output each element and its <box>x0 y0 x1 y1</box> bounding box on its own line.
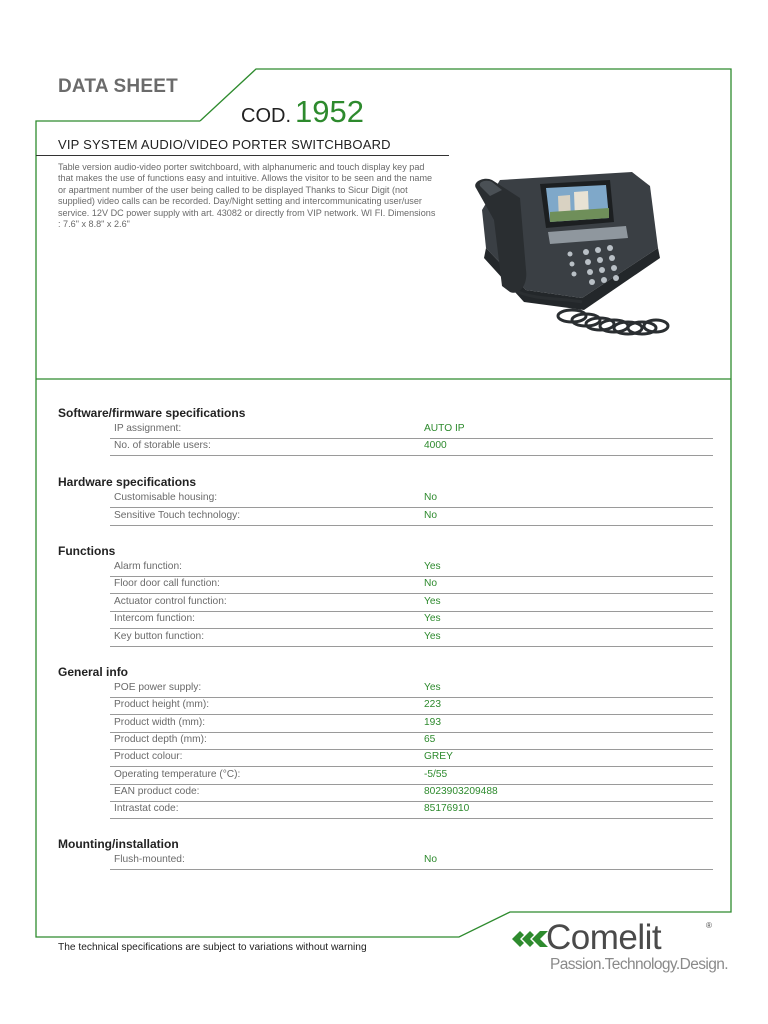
table-row <box>110 508 713 526</box>
table-row <box>110 559 713 577</box>
section-title: Software/firmware specifications <box>58 406 246 420</box>
spec-label: Product height (mm): <box>114 699 210 710</box>
spec-label: Actuator control function: <box>114 596 227 607</box>
spec-value: 8023903209488 <box>424 786 498 797</box>
table-row <box>110 784 713 802</box>
table-row <box>110 680 713 698</box>
product-title: VIP SYSTEM AUDIO/VIDEO PORTER SWITCHBOARD <box>58 137 391 152</box>
spec-value: Yes <box>424 613 441 624</box>
spec-label: POE power supply: <box>114 682 202 693</box>
spec-label: Key button function: <box>114 631 205 642</box>
code-number: 1952 <box>295 94 364 129</box>
document-title: DATA SHEET <box>58 76 178 97</box>
spec-label: Alarm function: <box>114 561 182 572</box>
section-title: Mounting/installation <box>58 837 179 851</box>
spec-label: IP assignment: <box>114 423 182 434</box>
table-row <box>110 490 713 508</box>
table-row <box>110 611 713 629</box>
spec-value: Yes <box>424 596 441 607</box>
spec-label: Product colour: <box>114 751 183 762</box>
brand-logo <box>510 918 728 978</box>
table-row <box>110 852 713 870</box>
spec-value: Yes <box>424 631 441 642</box>
product-description: Table version audio-video porter switchboard, with alphanumeric and touch display key pad that makes the use of functions easy and intuitive. Allows the visitor to be seen and the name or apartment number of the user being called to be displayed Thanks to Sicur Digit (not supplied) video calls can be recorded. Day/Night setting and intercommunicating user/user service. 12V DC power supply with art. 43082 or directly from VIP network. WI FI. Dimensions : 7.6" x 8.8" x 2.6" <box>58 162 436 230</box>
spec-value: Yes <box>424 682 441 693</box>
spec-value: No <box>424 492 438 503</box>
product-image <box>462 150 694 350</box>
spec-label: Intercom function: <box>114 613 195 624</box>
spec-label: Customisable housing: <box>114 492 218 503</box>
table-row <box>110 421 713 439</box>
spec-value: GREY <box>424 751 453 762</box>
section-title: Hardware specifications <box>58 475 197 489</box>
spec-value: 193 <box>424 717 441 728</box>
spec-value: Yes <box>424 561 441 572</box>
spec-value: 65 <box>424 734 436 745</box>
spec-value: 4000 <box>424 440 447 451</box>
brand-tagline: Passion.Technology.Design. <box>550 956 728 973</box>
spec-label: No. of storable users: <box>114 440 211 451</box>
table-row <box>110 732 713 750</box>
spec-label: Intrastat code: <box>114 803 179 814</box>
spec-label: Floor door call function: <box>114 578 220 589</box>
table-row <box>110 801 713 819</box>
spec-value: No <box>424 578 438 589</box>
spec-label: EAN product code: <box>114 786 200 797</box>
spec-label: Flush-mounted: <box>114 854 185 865</box>
brand-name: Comelit <box>546 918 662 957</box>
table-row <box>110 715 713 733</box>
disclaimer-note: The technical specifications are subject to variations without warning <box>58 942 367 953</box>
table-row <box>110 767 713 785</box>
table-row <box>110 576 713 594</box>
spec-value: No <box>424 510 438 521</box>
spec-label: Product width (mm): <box>114 717 206 728</box>
table-row <box>110 749 713 767</box>
registered-mark: ® <box>706 921 712 930</box>
section-title: General info <box>58 665 129 679</box>
spec-label: Operating temperature (°C): <box>114 769 241 780</box>
code-label: COD. <box>241 105 291 127</box>
spec-value: No <box>424 854 438 865</box>
table-row <box>110 697 713 715</box>
table-row <box>110 629 713 647</box>
product-code <box>241 94 364 130</box>
spec-value: -5/55 <box>424 769 448 780</box>
table-row <box>110 438 713 456</box>
spec-value: 223 <box>424 699 441 710</box>
spec-label: Sensitive Touch technology: <box>114 510 241 521</box>
section-title: Functions <box>58 544 116 558</box>
spec-value: AUTO IP <box>424 423 465 434</box>
spec-label: Product depth (mm): <box>114 734 207 745</box>
table-row <box>110 594 713 612</box>
spec-value: 85176910 <box>424 803 470 814</box>
comelit-logo-mark <box>512 926 548 952</box>
title-divider <box>36 155 449 156</box>
